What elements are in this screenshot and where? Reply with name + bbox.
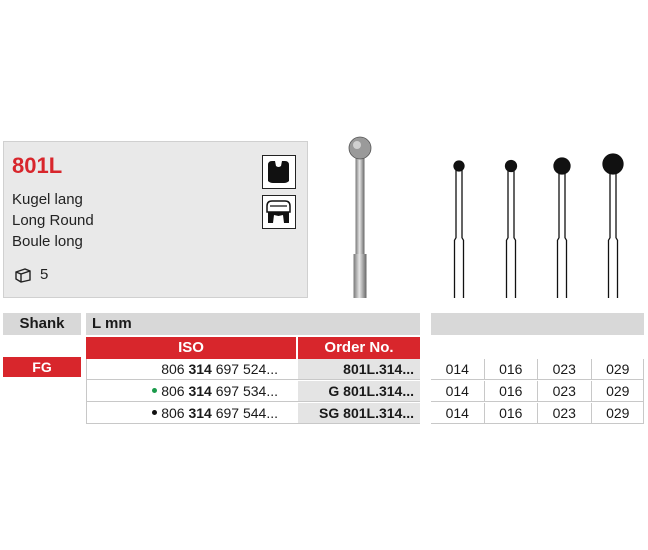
size-variants [440, 148, 640, 300]
size-cell: 029 [591, 403, 645, 423]
size-cell: 016 [484, 359, 538, 379]
iso-number: 806 314 697 534... [86, 381, 296, 401]
size-cell: 023 [537, 403, 591, 423]
order-number: 801L.314... [298, 359, 420, 379]
size-cell: 014 [445, 405, 469, 421]
shank-type: FG [3, 357, 81, 377]
shank-header: Shank [3, 313, 81, 335]
size-cell: 023 [537, 359, 591, 379]
iso-number: 806 314 697 544... [86, 403, 296, 423]
size-cell: 016 [484, 403, 538, 423]
size-cell: 023 [537, 381, 591, 401]
crown-preparation-icon [262, 195, 296, 229]
black-dot-icon [152, 410, 157, 415]
size-cell: 014 [445, 383, 469, 399]
size-header [431, 313, 644, 335]
pack-count: 5 [40, 266, 49, 283]
bur-illustration [340, 130, 380, 300]
product-name-de: Kugel lang [12, 191, 83, 208]
product-code: 801L [12, 153, 63, 178]
package-icon [14, 267, 32, 283]
order-header: Order No. [298, 337, 420, 359]
size-cell: 014 [445, 361, 469, 377]
bur-size-014 [454, 161, 464, 298]
table-row [86, 403, 420, 424]
table-row [86, 359, 420, 380]
bur-size-029 [603, 154, 623, 298]
bur-size-016 [506, 161, 517, 299]
cavity-preparation-icon [262, 155, 296, 189]
size-row [431, 359, 644, 380]
size-cell: 016 [484, 381, 538, 401]
order-number: G 801L.314... [298, 381, 420, 401]
order-number: SG 801L.314... [298, 403, 420, 423]
size-row [431, 403, 644, 424]
product-name-fr: Boule long [12, 233, 83, 250]
bur-size-023 [554, 158, 570, 298]
size-row [431, 381, 644, 402]
product-name-en: Long Round [12, 212, 94, 229]
iso-number: 806 314 697 524... [161, 361, 278, 377]
size-cell: 029 [591, 381, 645, 401]
length-header: L mm [86, 313, 420, 335]
table-row [86, 381, 420, 402]
green-dot-icon [152, 388, 157, 393]
iso-header: ISO [86, 337, 296, 359]
size-cell: 029 [591, 359, 645, 379]
